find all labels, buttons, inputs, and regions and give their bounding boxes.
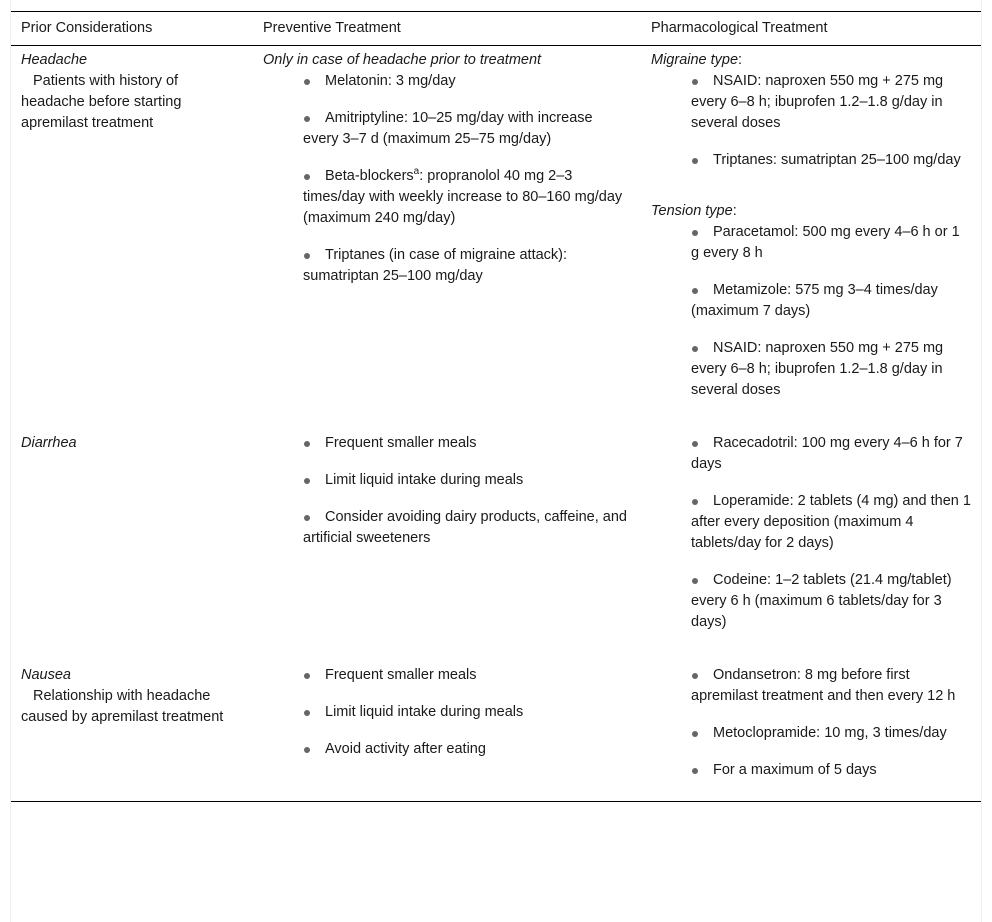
list-item: Beta-blockers$^a$: propranolol 40 mg 2–3 times/day with weekly increase to 80–160 mg/day (maximum 240 mg/day) — [303, 166, 623, 226]
preventive-list — [263, 71, 631, 287]
bullet-icon — [692, 578, 698, 584]
cell-preventive — [253, 649, 641, 802]
footnote-marker: a — [413, 166, 420, 178]
list-item: Avoid activity after eating — [303, 739, 631, 760]
list-item: Frequent smaller meals — [303, 433, 631, 454]
preventive-list — [263, 433, 631, 549]
bullet-icon — [304, 478, 310, 484]
bullet-icon — [304, 116, 310, 122]
pharm-list — [651, 665, 971, 781]
list-item: Frequent smaller meals — [303, 665, 631, 686]
pharm-list — [651, 433, 971, 633]
cell-preventive — [253, 417, 641, 649]
list-item: Melatonin: 3 mg/day — [303, 71, 631, 92]
bullet-icon — [692, 499, 698, 505]
list-item: Metamizole: 575 mg 3–4 times/day (maximum 7 days) — [691, 282, 938, 319]
pharm-list-tension — [651, 222, 971, 401]
list-item: Paracetamol: 500 mg every 4–6 h or 1 g every 8 h — [691, 224, 960, 261]
table-header — [11, 12, 981, 46]
list-item: Consider avoiding dairy products, caffeine, and artificial sweeteners — [303, 509, 628, 546]
header-prior-considerations: Prior Considerations — [11, 12, 253, 46]
bullet-icon — [692, 79, 698, 85]
condition-description: Relationship with headache caused by apremilast treatment — [21, 688, 224, 725]
list-item: NSAID: naproxen 550 mg + 275 mg every 6–8 h; ibuprofen 1.2–1.8 g/day in several doses — [691, 73, 944, 131]
bullet-icon — [692, 731, 698, 737]
condition-title: Diarrhea — [21, 435, 77, 451]
bullet-icon — [304, 515, 310, 521]
pharm-list-migraine — [651, 71, 971, 171]
cell-condition — [11, 417, 253, 649]
list-item: Triptanes (in case of migraine attack): sumatriptan 25–100 mg/day — [303, 247, 568, 284]
cell-condition — [11, 649, 253, 802]
cell-pharmacological — [641, 417, 981, 649]
list-item: Limit liquid intake during meals — [303, 470, 631, 491]
header-pharmacological-treatment: Pharmacological Treatment — [641, 12, 981, 46]
list-item: For a maximum of 5 days — [691, 760, 971, 781]
list-item: Triptanes: sumatriptan 25–100 mg/day — [691, 150, 971, 171]
bullet-icon — [692, 673, 698, 679]
list-item: Limit liquid intake during meals — [303, 702, 631, 723]
condition-description: Patients with history of headache before starting apremilast treatment — [21, 73, 182, 131]
list-item: Ondansetron: 8 mg before first apremilast treatment and then every 12 h — [691, 667, 956, 704]
preventive-list — [263, 665, 631, 760]
table-row-nausea — [11, 649, 981, 802]
bullet-icon — [304, 441, 310, 447]
bullet-icon — [692, 346, 698, 352]
bullet-icon — [692, 230, 698, 236]
condition-title: Headache — [21, 52, 88, 68]
bullet-icon — [304, 710, 310, 716]
bullet-icon — [692, 158, 698, 164]
bullet-icon — [692, 441, 698, 447]
header-preventive-treatment: Preventive Treatment — [253, 12, 641, 46]
list-item: Metoclopramide: 10 mg, 3 times/day — [691, 723, 971, 744]
list-item: Loperamide: 2 tablets (4 mg) and then 1 after every deposition (maximum 4 tablets/day for 2 days) — [691, 493, 971, 551]
cell-condition — [11, 46, 253, 418]
list-item: NSAID: naproxen 550 mg + 275 mg every 6–8 h; ibuprofen 1.2–1.8 g/day in several doses — [691, 340, 944, 398]
cell-preventive — [253, 46, 641, 418]
bullet-icon — [304, 253, 310, 259]
bullet-icon — [304, 174, 310, 180]
bullet-icon — [304, 79, 310, 85]
preventive-intro: Only in case of headache prior to treatment — [263, 52, 542, 68]
list-item: Racecadotril: 100 mg every 4–6 h for 7 days — [691, 435, 963, 472]
table-row-headache — [11, 46, 981, 418]
bullet-icon — [304, 673, 310, 679]
group-label-tension: Tension type: — [651, 203, 737, 219]
bullet-icon — [304, 747, 310, 753]
group-label-migraine: Migraine type: — [651, 52, 743, 68]
list-item: Amitriptyline: 10–25 mg/day with increase every 3–7 d (maximum 25–75 mg/day) — [303, 110, 593, 147]
condition-title: Nausea — [21, 667, 71, 683]
bullet-icon — [692, 768, 698, 774]
bullet-icon — [692, 288, 698, 294]
cell-pharmacological — [641, 649, 981, 802]
treatment-table — [11, 11, 981, 802]
list-item: Codeine: 1–2 tablets (21.4 mg/tablet) every 6 h (maximum 6 tablets/day for 3 days) — [691, 572, 952, 630]
cell-pharmacological — [641, 46, 981, 418]
table-row-diarrhea — [11, 417, 981, 649]
